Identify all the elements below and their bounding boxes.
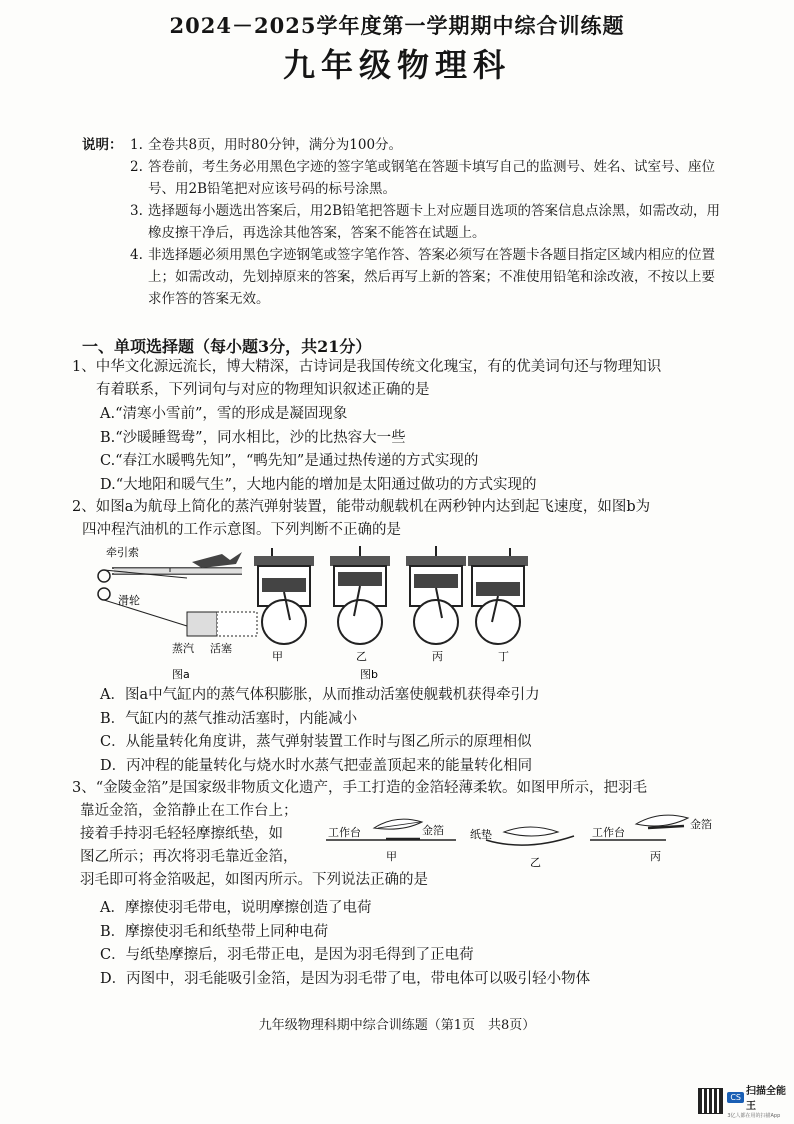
option-b: B．摩擦使羽毛和纸垫带上同种电荷 xyxy=(100,923,329,940)
aircraft-icon xyxy=(192,552,242,568)
svg-text:牵引索: 牵引索 xyxy=(106,546,139,559)
exam-title: 2024－2025学年度第一学期期中综合训练题 xyxy=(169,13,625,38)
engine-stroke-3 xyxy=(406,546,466,663)
svg-text:乙: 乙 xyxy=(530,856,541,869)
engine-stroke-2 xyxy=(330,546,390,663)
question-2-options xyxy=(100,684,720,778)
svg-text:金箔: 金箔 xyxy=(422,824,444,837)
option-c: C.“春江水暖鸭先知”，“鸭先知”是通过热传递的方式实现的 xyxy=(100,453,479,469)
cylinder-icon xyxy=(217,612,257,636)
svg-text:丁: 丁 xyxy=(498,650,509,663)
option-a: A．摩擦使羽毛带电，说明摩擦创造了电荷 xyxy=(100,900,372,916)
svg-text:滑轮: 滑轮 xyxy=(118,594,140,607)
svg-text:甲: 甲 xyxy=(386,850,397,863)
instruction-item: 3. 选择题每小题选出答案后，用2B铅笔把答题卡上对应题目选项的答案信息点涂黑，如需改动，用橡皮擦干净后，再选涂其他答案，答案不能答在试题上。 xyxy=(130,203,721,241)
option-d: D.“大地阳和暖气生”，大地内能的增加是太阳通过做功的方式实现的 xyxy=(100,476,537,493)
pulley-icon xyxy=(98,588,110,600)
option-d: D．丙图中，羽毛能吸引金箔，是因为羽毛带了电，带电体可以吸引轻小物体 xyxy=(100,970,591,987)
option-c: C．从能量转化角度讲，蒸气弹射装置工作时与图乙所示的原理相似 xyxy=(100,734,532,750)
option-a: A．图a中气缸内的蒸气体积膨胀，从而推动活塞使舰载机获得牵引力 xyxy=(100,687,540,703)
svg-text:工作台: 工作台 xyxy=(328,826,361,839)
figure-yi xyxy=(470,827,574,869)
instruction-item: 4. 非选择题必须用黑色字迹钢笔或签字笔作答、答案必须写在答题卡各题目指定区域内相应的位置上；如需改动，先划掉原来的答案，然后再写上新的答案；不准使用铅笔和涂改液，不按以上要求作答的答案无效。 xyxy=(130,247,715,307)
figure-jia xyxy=(326,819,456,863)
svg-text:纸垫: 纸垫 xyxy=(470,828,492,841)
svg-text:金箔: 金箔 xyxy=(690,818,712,831)
scanner-watermark: CS 扫描全能王 3亿人都在用的扫描App xyxy=(698,1082,794,1119)
figure-bing xyxy=(590,815,712,863)
page-footer: 九年级物理科期中综合训练题（第1页 共8页） xyxy=(258,1018,536,1033)
figure-a-catapult xyxy=(98,545,257,681)
feather-icon xyxy=(504,827,558,836)
question-1-options xyxy=(100,403,720,497)
instructions-label: 说明： xyxy=(82,137,123,153)
qr-code-icon xyxy=(698,1088,723,1114)
option-d: D．丙冲程的能量转化与烧水时水蒸气把壶盖顶起来的能量转化相同 xyxy=(100,757,533,774)
instruction-item: 说明： 1. 全卷共8页，用时80分钟，满分为100分。 xyxy=(82,134,722,156)
pulley-icon xyxy=(98,570,110,582)
question-3-options xyxy=(100,897,720,991)
figure-gold-foil xyxy=(326,810,726,872)
instruction-item: 2. 答卷前，考生务必用黑色字迹的签字笔或钢笔在答题卡填写自己的监测号、姓名、试室号、座位号、用2B铅笔把对应该号码的标号涂黑。 xyxy=(130,159,715,197)
feather-icon xyxy=(636,815,688,826)
question-2-stem: 2、如图a为航母上简化的蒸汽弹射装置，能带动舰载机在两秒钟内达到起飞速度，如图b为 四冲程汽油机的工作示意图。下列判断不正确的是 xyxy=(72,499,651,538)
engine-stroke-1 xyxy=(254,548,314,663)
engine-stroke-4 xyxy=(468,548,528,663)
section-heading: 一、单项选择题（每小题3分，共21分） xyxy=(82,337,372,356)
option-c: C．与纸垫摩擦后，羽毛带正电，是因为羽毛得到了正电荷 xyxy=(100,947,474,963)
question-1-stem: 1、中华文化源远流长，博大精深，古诗词是我国传统文化瑰宝，有的优美词句还与物理知识 有着联系，下列词句与对应的物理知识叙述正确的是 xyxy=(72,359,662,398)
instructions xyxy=(82,134,722,310)
option-b: B.“沙暖睡鸳鸯”，同水相比，沙的比热容大一些 xyxy=(100,429,406,446)
question-3-stem: 3、“金陵金箔”是国家级非物质文化遗产，手工打造的金箔轻薄柔软。如图甲所示，把羽毛 靠近金箔，金箔静止在工作台上； 接着手持羽毛轻轻摩擦纸垫，如 图乙所示；再次将羽毛靠近金箔， 羽毛即可将金箔吸起，如图丙所示。下列说法正确的是 xyxy=(72,780,648,888)
option-b: B．气缸内的蒸气推动活塞时，内能减小 xyxy=(100,710,358,727)
subject-title: 九年级物理科 xyxy=(282,46,511,84)
svg-text:乙: 乙 xyxy=(356,650,367,663)
svg-text:丙: 丙 xyxy=(650,850,661,863)
figure-steam-catapult-engine xyxy=(92,542,532,682)
svg-text:活塞: 活塞 xyxy=(210,642,232,655)
svg-text:图b: 图b xyxy=(360,668,378,681)
svg-text:工作台: 工作台 xyxy=(592,826,625,839)
option-a: A.“清寒小雪前”，雪的形成是凝固现象 xyxy=(100,406,348,422)
svg-text:丙: 丙 xyxy=(432,650,443,663)
scanner-logo-icon: CS xyxy=(727,1092,744,1103)
piston-icon xyxy=(187,612,217,636)
svg-text:甲: 甲 xyxy=(272,650,283,663)
svg-text:蒸汽: 蒸汽 xyxy=(172,642,194,655)
svg-text:图a: 图a xyxy=(172,668,190,681)
